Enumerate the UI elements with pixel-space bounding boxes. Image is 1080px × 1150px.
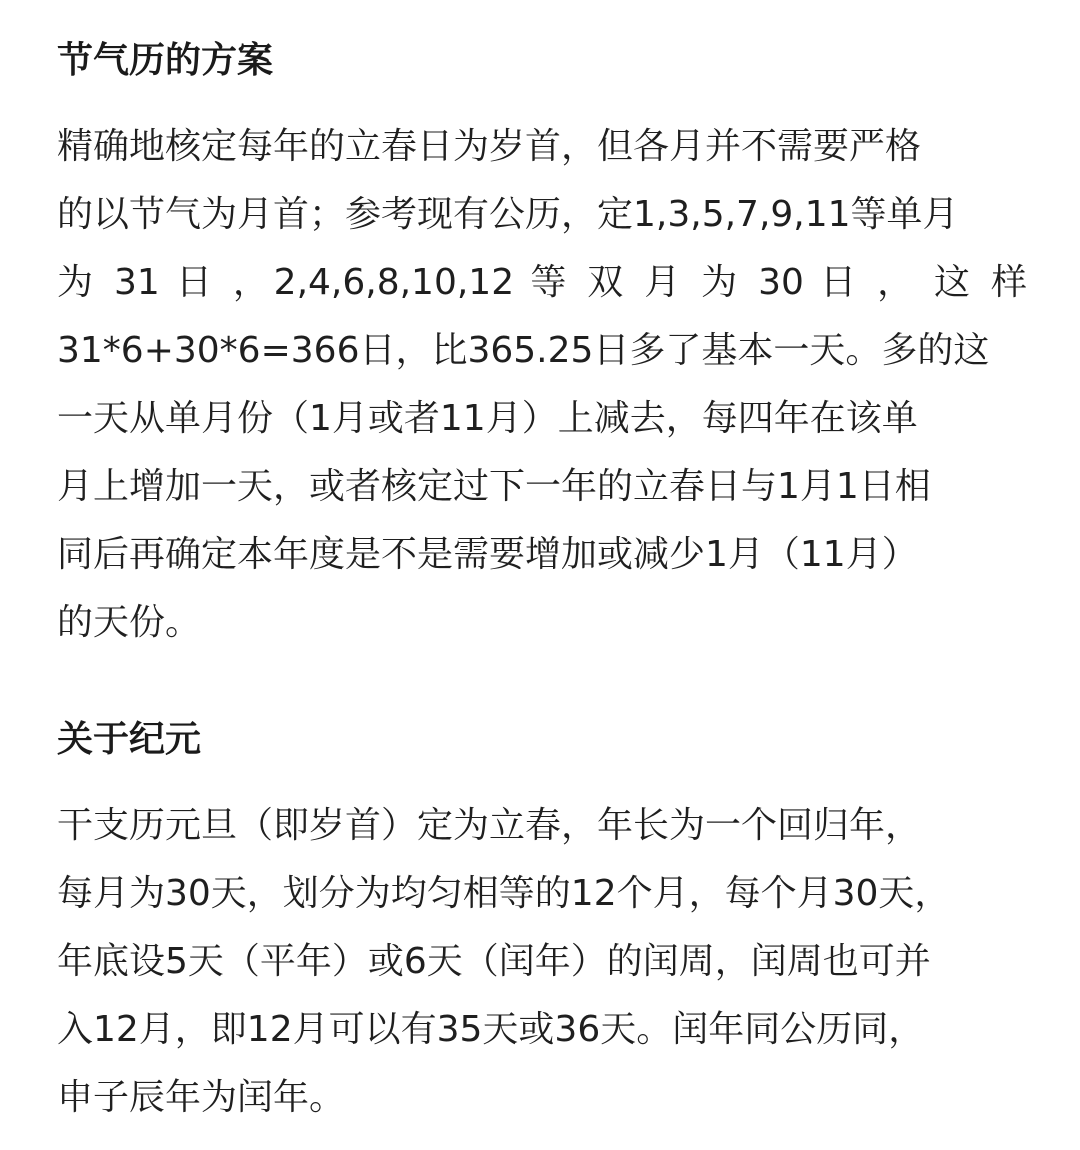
text-line: 同后再确定本年度是不是需要增加或减少1月（11月） (57, 534, 918, 575)
section-heading-solar-term-calendar: 节气历的方案 (57, 40, 274, 81)
paragraph-solar-term-calendar (57, 113, 1027, 657)
text-line: 每月为30天，划分为均匀相等的12个月，每个月30天， (57, 873, 951, 914)
text-line: 申子辰年为闰年。 (57, 1077, 346, 1118)
paragraph-epoch (57, 792, 1027, 1132)
text-line: 的天份。 (57, 602, 202, 643)
text-line: 一天从单月份（1月或者11月）上减去，每四年在该单 (57, 398, 918, 439)
text-line: 为 31 日 ，2,4,6,8,10,12 等 双 月 为 30 日 ， 这 样 (57, 262, 1027, 303)
section-heading-epoch: 关于纪元 (57, 719, 202, 760)
text-line: 月上增加一天，或者核定过下一年的立春日与1月1日相 (57, 466, 931, 507)
text-line: 干支历元旦（即岁首）定为立春，年长为一个回归年， (57, 805, 922, 846)
text-line: 入12月，即12月可以有35天或36天。闰年同公历同， (57, 1009, 925, 1050)
text-line: 31*6+30*6=366日，比365.25日多了基本一天。多的这 (57, 330, 990, 371)
text-line: 的以节气为月首；参考现有公历，定1,3,5,7,9,11等单月 (57, 194, 959, 235)
text-line: 精确地核定每年的立春日为岁首，但各月并不需要严格 (57, 126, 922, 167)
text-line: 年底设5天（平年）或6天（闰年）的闰周，闰周也可并 (57, 941, 931, 982)
